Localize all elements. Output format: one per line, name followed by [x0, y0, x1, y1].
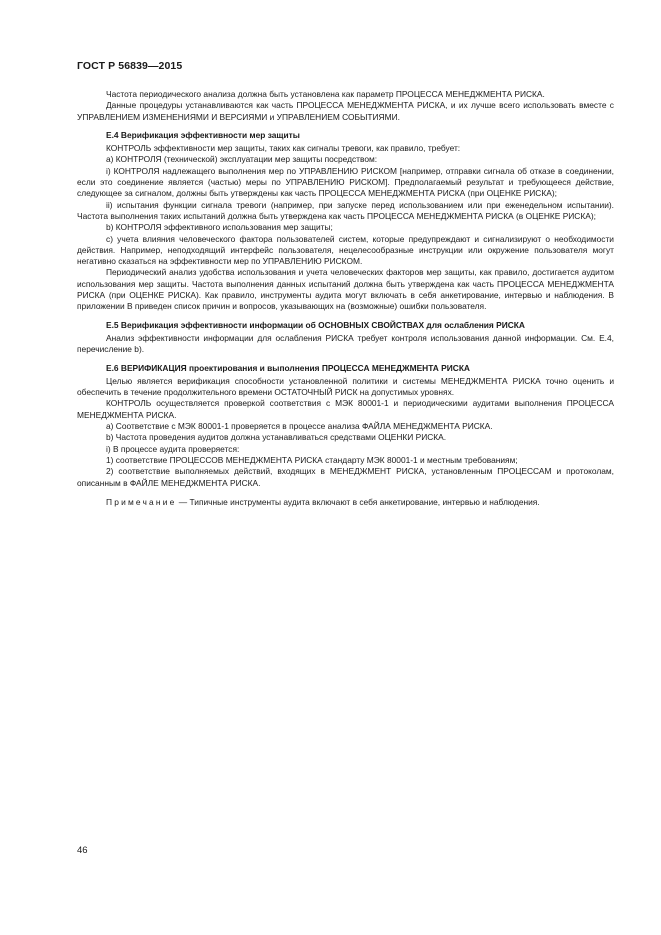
section-heading-e5: Е.5 Верификация эффективности информации об ОСНОВНЫХ СВОЙСТВАХ для ослабления РИСКА — [106, 319, 525, 330]
section-heading-e4: Е.4 Верификация эффективности мер защиты — [106, 129, 300, 140]
paragraph: КОНТРОЛЬ эффективности мер защиты, таких как сигналы тревоги, как правило, требует: — [106, 143, 461, 154]
list-item: с) учета влияния человеческого фактора пользователей систем, которые предупреждают и сигнализируют о необходимости действия. Например, неподходящий интерфейс пользователя, нецелесообразные инструкции или окружение пользователя могут негативно сказаться на эффективности мер по УПРАВЛЕНИЮ РИСКОМ. — [77, 233, 614, 267]
list-item: а) Соответствие с МЭК 80001-1 проверяется в процессе анализа ФАЙЛА МЕНЕДЖМЕНТА РИСКА. — [106, 421, 493, 432]
section-heading-e6: Е.6 ВЕРИФИКАЦИЯ проектирования и выполнения ПРОЦЕССА МЕНЕДЖМЕНТА РИСКА — [106, 362, 470, 373]
document-body — [77, 89, 614, 508]
note — [77, 497, 614, 508]
paragraph: Периодический анализ удобства использования и учета человеческих факторов мер защиты, как правило, достигается аудитом использования мер защиты. Частота выполнения данных испытаний должна быть утверждена как часть ПРОЦЕССА МЕНЕДЖМЕНТА РИСКА (при ОЦЕНКЕ РИСКА). Как правило, инструменты аудита могут включать в себя анкетирование, интервью и наблюдения. В приложении В приведен список причин и вопросов, указывающих на (возможные) ошибки пользователя. — [77, 267, 614, 312]
page-number: 46 — [77, 845, 88, 856]
document-header: ГОСТ Р 56839—2015 — [77, 60, 183, 72]
list-item: b) Частота проведения аудитов должна устанавливаться средствами ОЦЕНКИ РИСКА. — [106, 432, 447, 443]
list-item: 2) соответствие выполняемых действий, входящих в МЕНЕДЖМЕНТ РИСКА, установленным ПРОЦЕССАМ и протоколам, описанным в ФАЙЛЕ МЕНЕДЖМЕНТА РИСКА. — [77, 466, 614, 488]
note-label: Примечание — [106, 496, 177, 507]
paragraph: Частота периодического анализа должна быть установлена как параметр ПРОЦЕССА МЕНЕДЖМЕНТА РИСКА. — [106, 89, 545, 99]
list-item: ii) испытания функции сигнала тревоги (например, при запуске перед использованием или при еженедельном испытании). Частота выполнения таких испытаний должна быть утверждена как часть ПРОЦЕССА МЕНЕДЖМЕНТА РИСКА (в ОЦЕНКЕ РИСКА); — [77, 199, 614, 221]
list-item: i) В процессе аудита проверяется: — [106, 443, 240, 454]
list-item: а) КОНТРОЛЯ (технической) эксплуатации мер защиты посредством: — [106, 154, 378, 165]
list-item: 1) соответствие ПРОЦЕССОВ МЕНЕДЖМЕНТА РИСКА стандарту МЭК 80001-1 и местным требованиям; — [106, 454, 518, 465]
list-item: b) КОНТРОЛЯ эффективного использования мер защиты; — [106, 222, 333, 233]
paragraph: Анализ эффективности информации для ослабления РИСКА требует контроля использования данной информации. См. Е.4, перечисление b). — [77, 332, 614, 355]
paragraph: КОНТРОЛЬ осуществляется проверкой соответствия с МЭК 80001-1 и периодическими аудитами выполнения ПРОЦЕССА МЕНЕДЖМЕНТА РИСКА. — [77, 398, 614, 420]
paragraph: Данные процедуры устанавливаются как часть ПРОЦЕССА МЕНЕДЖМЕНТА РИСКА, и их лучше всего использовать вместе с УПРАВЛЕНИЕМ ИЗМЕНЕНИЯМИ И ВЕРСИЯМИ и УПРАВЛЕНИЕМ СОБЫТИЯМИ. — [77, 100, 614, 122]
note-text: — Типичные инструменты аудита включают в себя анкетирование, интервью и наблюдения. — [176, 496, 540, 507]
list-item: i) КОНТРОЛЯ надлежащего выполнения мер по УПРАВЛЕНИЮ РИСКОМ [например, отправки сигнала об отказе в соединении, если это соединение является (частью) меры по УПРАВЛЕНИЮ РИСКОМ]. Предполагаемый результат и требующееся действие, следующее за сигналом, должны быть утверждены как часть ПРОЦЕССА МЕНЕДЖМЕНТА РИСКА (при ОЦЕНКЕ РИСКА); — [77, 165, 614, 199]
paragraph: Целью является верификация способности установленной политики и системы МЕНЕДЖМЕНТА РИСКА точно оценить и обеспечить в течение продолжительного времени ОСТАТОЧНЫЙ РИСК на допустимых уровнях. — [77, 375, 614, 398]
